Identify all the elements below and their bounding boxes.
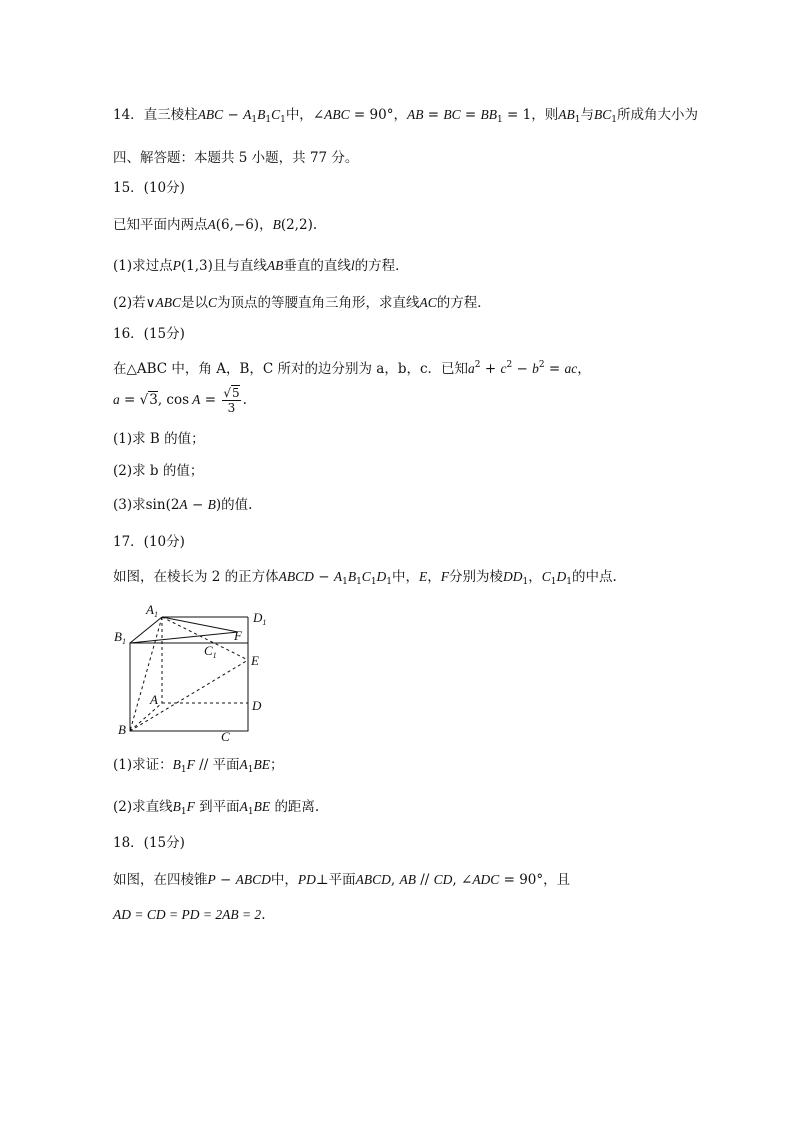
q17-part-1: (1)求证：$B_1F$ // 平面$A_1BE$； bbox=[113, 757, 284, 775]
label-a1: $A_1$ bbox=[146, 602, 158, 619]
q18-line-1: 如图，在四棱锥P − ABCD中，PD⊥平面ABCD, AB // CD, ∠ADC = 90°，且 bbox=[113, 872, 571, 888]
label-b1: $B_1$ bbox=[114, 629, 126, 646]
q14-line: 14．直三棱柱ABC − $A_1B_1C_1$中，∠ABC = 90°，AB = BC = $BB_1 = 1$，则$AB_1$与$BC_1$所成角大小为 bbox=[113, 107, 698, 125]
q16-line-2: a = √3, cos A = $\frac{√5}{3}$ . bbox=[113, 386, 247, 415]
q15-part-1: (1)求过点P(1,3)且与直线AB垂直的直线l的方程． bbox=[113, 258, 409, 274]
label-c: C bbox=[221, 729, 230, 744]
label-c1: $C_1$ bbox=[204, 643, 217, 660]
label-e: E bbox=[251, 653, 259, 668]
q15-part-2: (2)若∨ABC是以C为顶点的等腰直角三角形，求直线AC的方程． bbox=[113, 295, 491, 311]
label-a: A bbox=[150, 692, 158, 707]
q16-part-3: (3)求sin(2A − B)的值. bbox=[113, 497, 253, 513]
q17-line-1: 如图，在棱长为 2 的正方体ABCD − $A_1B_1C_1D_1$中，E，F分别为棱$DD_1$，$C_1D_1$的中点. bbox=[113, 569, 617, 587]
section-heading: 四、解答题：本题共 5 小题，共 77 分。 bbox=[113, 150, 359, 166]
q15-heading: 15．(10分) bbox=[113, 180, 185, 196]
q15-line-1: 已知平面内两点A(6,−6)，B(2,2). bbox=[113, 217, 318, 233]
label-f: F bbox=[234, 628, 242, 643]
fraction: $\frac{√5}{3}$ bbox=[223, 386, 240, 415]
cube-figure bbox=[108, 598, 288, 744]
q16-line-1: 在△ABC 中，角 A，B，C 所对的边分别为 a，b，c．已知$a^2 + c^2 - b^2$ = ac， bbox=[113, 360, 591, 377]
q16-heading: 16．(15分) bbox=[113, 326, 185, 342]
label-d: D bbox=[252, 698, 262, 713]
q18-line-2: AD = CD = PD = 2AB = 2. bbox=[113, 907, 266, 923]
q18-heading: 18．(15分) bbox=[113, 835, 185, 851]
q17-part-2: (2)求直线$B_1F$ 到平面$A_1BE$ 的距离. bbox=[113, 799, 320, 817]
q16-part-1: (1)求 B 的值； bbox=[113, 431, 205, 447]
label-b: B bbox=[118, 722, 126, 737]
label-d1: $D_1$ bbox=[253, 610, 267, 627]
q16-part-2: (2)求 b 的值； bbox=[113, 463, 204, 479]
q17-heading: 17．(10分) bbox=[113, 534, 185, 550]
